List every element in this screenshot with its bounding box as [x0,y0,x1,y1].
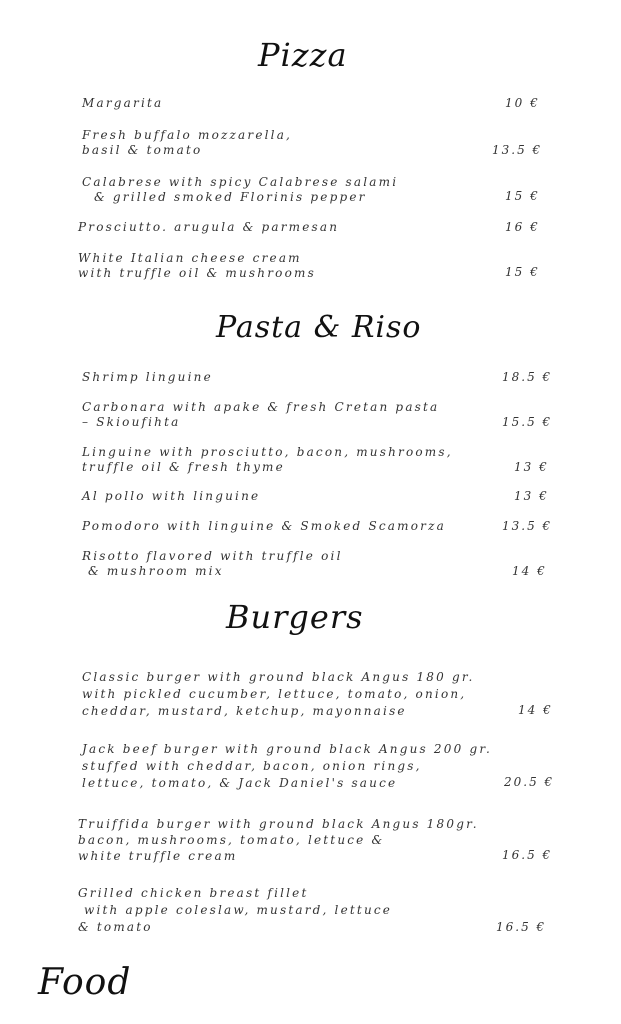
menu-item-price: 13.5 € [502,519,553,533]
menu-item-price: 15.5 € [502,415,553,429]
menu-item-name: White Italian cheese cream with truffle oil & mushrooms [78,251,316,280]
menu-item-name: Margarita [82,96,164,110]
menu-item-name: Grilled chicken breast fillet with apple coleslaw, mustard, lettuce & tomato [78,886,393,934]
menu-item-price: 15 € [505,189,540,203]
menu-item-name: Risotto flavored with truffle oil & mushroom mix [82,549,343,578]
menu-item-price: 20.5 € [504,775,555,789]
menu-item-price: 13 € [514,489,549,503]
burgers-title: Burgers [226,598,364,636]
menu-item-price: 15 € [505,265,540,279]
menu-item-price: 16.5 € [502,848,553,862]
footer-food-label: Food [38,962,132,1003]
menu-item-name: Pomodoro with linguine & Smoked Scamorza [82,519,446,533]
pizza-title: Pizza [258,36,348,74]
menu-item-price: 16 € [505,220,540,234]
menu-item-name: Shrimp linguine [82,370,213,384]
pasta-title: Pasta & Riso [216,310,422,345]
menu-item-price: 14 € [512,564,547,578]
menu-item-name: Calabrese with spicy Calabrese salami & grilled smoked Florinis pepper [82,175,399,204]
menu-item-price: 13 € [514,460,549,474]
menu-item-name: Linguine with prosciutto, bacon, mushrooms, truffle oil & fresh thyme [82,445,453,474]
menu-item-name: Jack beef burger with ground black Angus 200 gr. stuffed with cheddar, bacon, onion rings, lettuce, tomato, & Jack Daniel's sauce [82,742,492,790]
menu-item-name: Al pollo with linguine [82,489,261,503]
menu-item-name: Classic burger with ground black Angus 180 gr. with pickled cucumber, lettuce, tomato, onion, cheddar, mustard, ketchup, mayonnaise [82,670,475,718]
menu-item-price: 10 € [505,96,540,110]
menu-item-price: 14 € [518,703,553,717]
menu-item-name: Truiffida burger with ground black Angus 180gr. bacon, mushrooms, tomato, lettuce & white truffle cream [78,817,479,863]
menu-item-name: Fresh buffalo mozzarella, basil & tomato [82,128,293,157]
menu-item-name: Carbonara with apake & fresh Cretan pasta – Skioufihta [82,400,440,429]
menu-item-price: 16.5 € [496,920,547,934]
menu-item-name: Prosciutto. arugula & parmesan [78,220,340,234]
menu-item-price: 18.5 € [502,370,553,384]
menu-item-price: 13.5 € [492,143,543,157]
